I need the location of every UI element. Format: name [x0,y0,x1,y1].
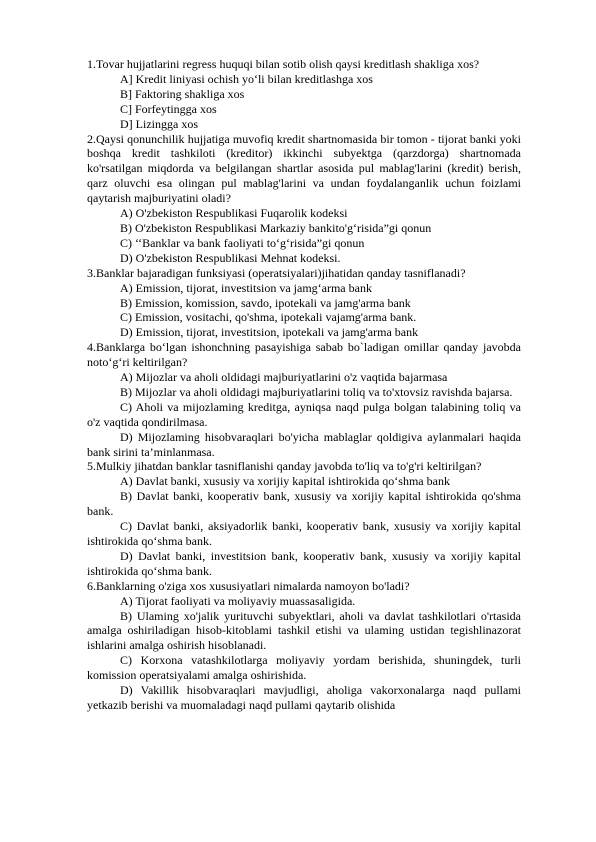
question-2-option-b: B) O'zbekiston Respublikasi Markaziy bankito'g‘risida”gi qonun [120,220,432,235]
question-3-option-a: A) Emission, tijorat, investitsion va jamg‘arma bank [120,280,372,295]
question-4: 4.Banklarga bo‘lgan ishonchning pasayishiga sabab bo`ladigan omillar qanday javobda noto‘g‘ri keltirilgan? [87,340,521,370]
question-6-option-a: A) Tijorat faoliyati va moliyaviy muassasaligida. [120,593,356,608]
question-4-option-d: D) Mijozlaming hisobvaraqlari bo'yicha mablaglar qoldigiva aylanmalari haqida bank sirini ta’minlanmasa. [87,429,521,459]
question-3-option-b: B) Emission, komission, savdo, ipotekali va jamg'arma bank [120,295,411,310]
question-6-option-d: D) Vakillik hisobvaraqlari mavjudligi, aholiga vakorxonalarga naqd pullami yetkazib berishi va muomaladagi naqd pullami qaytarib olishida [87,683,521,712]
question-6-option-c: C) Korxona vatashkilotlarga moliyaviy yordam berishida, shuningdek, turli komission operatsiyalami amalga oshirishida. [87,653,521,683]
question-1: 1.Tovar hujjatlarini regress huquqi bilan sotib olish qaysi kreditlash shakliga xos? [87,57,480,71]
question-4-option-b: B) Mijozlar va aholi oldidagi majburiyatlarini toliq va to'xtovsiz ravishda bajarsa. [120,384,513,399]
question-5: 5.Mulkiy jihatdan banklar tasniflanishi qanday javobda to'liq va to'g'ri keltirilgan? [87,459,482,474]
question-1-option-a: A] Kredit liniyasi ochish yo‘li bilan kreditlashga xos [120,71,373,86]
question-1-option-c: C] Forfeytingga xos [120,101,217,116]
question-1-option-d: D] Lizingga xos [120,116,198,131]
question-5-option-d: D) Davlat banki, investitsion bank, kooperativ bank, xususiy va xorijiy kapital ishtirokida qo‘shma bank. [87,548,521,578]
question-2-option-c: C) ‘‘Banklar va bank faoliyati to‘g‘risida”gi qonun [120,235,365,250]
question-2-option-a: A) O'zbekiston Respublikasi Fuqarolik kodeksi [120,206,348,221]
question-5-option-b: B) Davlat banki, kooperativ bank, xususiy va xorijiy kapital ishtirokida qo'shma bank. [87,489,521,519]
question-3-option-c: C) Emission, vositachi, qo'shma, ipotekali vajamg'arma bank. [120,310,417,325]
question-3: 3.Banklar bajaradigan funksiyasi (operatsiyalari)jihatidan qanday tasniflanadi? [87,265,466,280]
question-2-option-d: D) O'zbekiston Respublikasi Mehnat kodeksi. [120,250,341,265]
question-5-option-c: C) Davlat banki, aksiyadorlik banki, kooperativ bank, xususiy va xorijiy kapital ishtirokida qo‘shma bank. [87,519,521,548]
question-3-option-d: D) Emission, tijorat, investitsion, ipotekali va jamg'arma bank [120,325,419,340]
question-4-option-c: C) Aholi va mijozlaming kreditga, ayniqsa naqd pulga bolgan talabining toliq va o'z vaqtida qondirilmasa. [87,399,521,429]
question-5-option-a: A) Davlat banki, xususiy va xorijiy kapital ishtirokida qo‘shma bank [120,474,450,489]
question-list [87,57,521,713]
question-2: 2.Qaysi qonunchilik hujjatiga muvofiq kredit shartnomasida bir tomon - tijorat banki yoki boshqa kredit tashkiloti (kreditor) ikkinchi subyektga (qarzdorga) shartnomada ko'rsatilgan miqdorda va belgilangan shartlar asosida pul mablag'larini (kredit) berish, qarz oluvchi esa olingan pul mablag'larini va undan foydalanganlik uchun foizlami qaytarish majburiyatini oladi? [87,131,521,206]
question-6-option-b: B) Ulaming xo'jalik yurituvchi subyektlari, aholi va davlat tashkilotlari o'rtasida amalga oshiriladigan hisob-kitoblami tashkil etishi va ulaming ustidan tegishlinazorat ishlarini amalga oshirish hisoblanadi. [87,608,521,653]
question-1-option-b: B] Faktoring shakliga xos [120,86,245,101]
question-6: 6.Banklarning o'ziga xos xususiyatlari nimalarda namoyon bo'ladi? [87,578,410,593]
question-4-option-a: A) Mijozlar va aholi oldidagi majburiyatlarini o'z vaqtida bajarmasa [120,370,448,385]
